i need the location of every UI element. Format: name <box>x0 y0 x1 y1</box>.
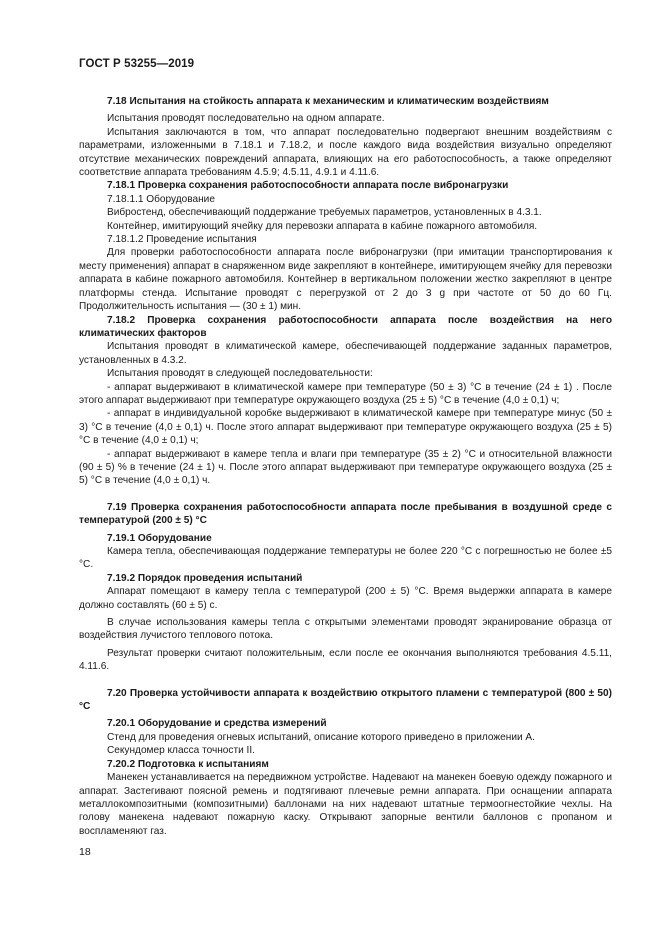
body-paragraph: Результат проверки считают положительным, если после ее окончания выполняются требования 4.5.11, 4.11.6. <box>79 647 612 673</box>
body-paragraph: Стенд для проведения огневых испытаний, описание которого приведено в приложении А. <box>107 731 535 743</box>
body-paragraph: 7.18.1.2 Проведение испытания <box>107 234 257 246</box>
page-number: 18 <box>79 846 91 858</box>
document-body <box>79 95 612 838</box>
body-paragraph: 7.18.1.1 Оборудование <box>107 193 215 205</box>
section-heading: 7.19 Проверка сохранения работоспособности аппарата после пребывания в воздушной среде с температурой (200 ± 5) °С <box>79 501 612 527</box>
section-heading: 7.20.1 Оборудование и средства измерений <box>107 718 327 730</box>
body-paragraph: Испытания проводят в следующей последовательности: <box>107 368 373 380</box>
section-heading: 7.18.2 Проверка сохранения работоспособности аппарата после воздействия на него климатических факторов <box>79 314 612 339</box>
body-paragraph: В случае использования камеры тепла с открытыми элементами проводят экранирование образца от воздействия лучистого теплового потока. <box>79 617 612 642</box>
section-heading: 7.20.2 Подготовка к испытаниям <box>107 758 269 770</box>
body-paragraph: Для проверки работоспособности аппарата после вибронагрузки (при имитации транспортирования к месту применения) аппарат в снаряженном виде закрепляют в контейнере, имитирующем ячейку для перевозки аппарата в кабине пожарного автомобиля. Контейнер в вертикальном положении жестко закрепляют в центре платформы стенда. Испытание проводят с перегрузкой от 2 до 3 g при частоте от 50 до 60 Гц. Продолжительность испытания — (30 ± 1) мин. <box>79 247 612 313</box>
body-paragraph: Испытания проводят последовательно на одном аппарате. <box>107 113 385 125</box>
body-paragraph: Вибростенд, обеспечивающий поддержание требуемых параметров, установленных в 4.3.1. <box>107 207 542 219</box>
body-paragraph: - аппарат выдерживают в климатической камере при температуре (50 ± 3) °С в течение (24 ± 1) . После этого аппарат выдерживают при температуре окружающего воздуха (25 ± 5) °С в течение (4,0 ± 0,1) ч; <box>79 381 612 406</box>
section-heading: 7.20 Проверка устойчивости аппарата к воздействию открытого пламени с температурой (800 ± 50) °С <box>79 687 612 713</box>
body-paragraph: Секундомер класса точности II. <box>107 745 255 757</box>
body-paragraph: Камера тепла, обеспечивающая поддержание температуры не более 220 °С с погрешностью не более ±5 °С. <box>79 546 612 571</box>
section-heading: 7.18 Испытания на стойкость аппарата к механическим и климатическим воздействиям <box>107 96 549 107</box>
body-paragraph: - аппарат выдерживают в камере тепла и влаги при температуре (35 ± 2) °С и относительной влажности (90 ± 5) % в течение (24 ± 1) ч. После этого аппарат выдерживают при температуре окружающего воздуха (25 ± 5) °С в течение (4,0 ± 0,1) ч. <box>79 448 612 487</box>
body-paragraph: Испытания проводят в климатической камере, обеспечивающей поддержание заданных параметров, установленных в 4.3.2. <box>79 341 612 366</box>
body-paragraph: - аппарат в индивидуальной коробке выдерживают в климатической камере при температуре минус (50 ± 3) °С в течение (4,0 ± 0,1) ч. После этого аппарат выдерживают при температуре окружающего воздуха (25 ± 5) °С в течение (4,0 ± 0,1) ч; <box>79 408 612 447</box>
body-paragraph: Испытания заключаются в том, что аппарат последовательно подвергают внешним воздействиям с параметрами, изложенными в 7.18.1 и 7.18.2, и после каждого вида воздействия визуально определяют отсутствие механических повреждений аппарата, влияющих на его работоспособность, а также определяют соответствие аппарата требованиям 4.5.9; 4.5.11, 4.9.1 и 4.11.6. <box>79 126 612 179</box>
body-paragraph: Контейнер, имитирующий ячейку для перевозки аппарата в кабине пожарного автомобиля. <box>107 220 538 232</box>
section-heading: 7.19.1 Оборудование <box>107 532 212 544</box>
body-paragraph: Аппарат помещают в камеру тепла с температурой (200 ± 5) °С. Время выдержки аппарата в камере должно составлять (60 ± 5) с. <box>79 586 612 611</box>
standard-header: ГОСТ Р 53255—2019 <box>79 58 195 70</box>
section-heading: 7.19.2 Порядок проведения испытаний <box>107 572 303 584</box>
section-heading: 7.18.1 Проверка сохранения работоспособности аппарата после вибронагрузки <box>107 180 509 192</box>
body-paragraph: Манекен устанавливается на передвижном устройстве. Надевают на манекен боевую одежду пожарного и аппарат. Застегивают поясной ремень и подтягивают плечевые ремни аппарата. При оснащении аппарата металлокомпозитными (композитными) баллонами на них надевают штатные термоогнестойкие чехлы. На голову манекена надевают пожарную каску. Открывают запорные вентили баллонов с пропаном и воспламеняют газ. <box>79 772 612 837</box>
